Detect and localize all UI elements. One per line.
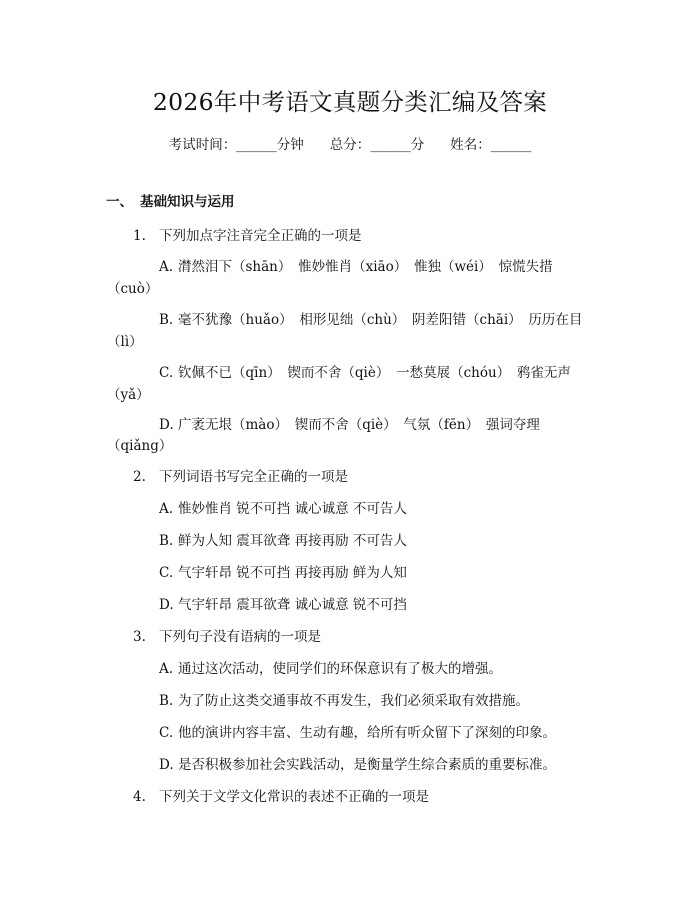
q2-option-a: [159, 497, 407, 517]
q3-option-a: [159, 657, 502, 677]
q1-option-d-continuation: （qiǎng）: [107, 438, 173, 454]
question-3: [133, 625, 321, 645]
q3-option-d: [159, 753, 556, 773]
option-letter: B.: [159, 312, 174, 328]
q1-option-b-continuation: （lì）: [107, 334, 143, 350]
option-letter: A.: [159, 259, 174, 275]
option-letter: B.: [159, 533, 174, 549]
q1-option-b: [159, 308, 582, 328]
student-name-field: 姓名：______: [450, 137, 532, 153]
option-text: 通过这次活动，使同学们的环保意识有了极大的增强。: [178, 661, 502, 677]
option-letter: C.: [159, 565, 174, 581]
q2-option-d: [159, 593, 407, 613]
page-title: 2026年中考语文真题分类汇编及答案: [152, 88, 548, 116]
option-text: 气宇轩昂 锐不可挡 再接再励 鲜为人知: [178, 565, 407, 581]
option-letter: D.: [159, 757, 174, 773]
option-text: 是否积极参加社会实践活动，是衡量学生综合素质的重要标准。: [178, 757, 556, 773]
q2-option-b: [159, 529, 407, 549]
exam-time-field: 考试时间：______分钟: [168, 137, 304, 153]
option-text: 为了防止这类交通事故不再发生，我们必须采取有效措施。: [178, 693, 529, 709]
question-stem: 下列加点字注音完全正确的一项是: [159, 228, 362, 244]
section-number: 一、: [106, 194, 133, 210]
option-letter: C.: [159, 365, 174, 381]
q3-option-c: [159, 721, 556, 741]
question-number: 2.: [133, 469, 146, 485]
option-text: 潸然泪下（shān） 惟妙惟肖（xiāo） 惟独（wéi） 惊慌失措: [178, 259, 553, 275]
question-1: [133, 224, 362, 244]
question-2: [133, 465, 348, 485]
question-number: 1.: [133, 228, 146, 244]
question-stem: 下列词语书写完全正确的一项是: [159, 469, 348, 485]
option-text: 钦佩不已（qīn） 锲而不舍（qiè） 一愁莫展（chóu） 鸦雀无声: [178, 365, 571, 381]
option-letter: D.: [159, 417, 174, 433]
q1-option-a-continuation: （cuò）: [107, 281, 159, 297]
option-letter: B.: [159, 693, 174, 709]
question-stem: 下列句子没有语病的一项是: [159, 629, 321, 645]
q1-option-d: [159, 413, 540, 433]
q1-option-c: [159, 361, 571, 381]
q1-option-c-continuation: （yǎ）: [107, 387, 150, 403]
option-letter: C.: [159, 725, 174, 741]
option-letter: A.: [159, 501, 174, 517]
option-text: 气宇轩昂 震耳欲聋 诚心诚意 锐不可挡: [178, 597, 407, 613]
total-score-field: 总分：______分: [329, 137, 425, 153]
option-text: 鲜为人知 震耳欲聋 再接再励 不可告人: [178, 533, 407, 549]
question-4: [133, 785, 429, 805]
option-text: 他的演讲内容丰富、生动有趣，给所有听众留下了深刻的印象。: [178, 725, 556, 741]
q1-option-a: [159, 255, 553, 275]
question-number: 4.: [133, 789, 146, 805]
option-text: 广袤无垠（mào） 锲而不舍（qiè） 气氛（fēn） 强词夺理: [178, 417, 540, 433]
section-heading: [106, 190, 235, 210]
exam-meta-line: [0, 133, 700, 153]
question-number: 3.: [133, 629, 146, 645]
option-text: 惟妙惟肖 锐不可挡 诚心诚意 不可告人: [178, 501, 407, 517]
option-letter: D.: [159, 597, 174, 613]
q2-option-c: [159, 561, 407, 581]
section-label: 基础知识与运用: [140, 194, 235, 210]
question-stem: 下列关于文学文化常识的表述不正确的一项是: [159, 789, 429, 805]
option-text: 毫不犹豫（huǎo） 相形见绌（chù） 阴差阳错（chāi） 历历在目: [178, 312, 583, 328]
option-letter: A.: [159, 661, 174, 677]
q3-option-b: [159, 689, 529, 709]
